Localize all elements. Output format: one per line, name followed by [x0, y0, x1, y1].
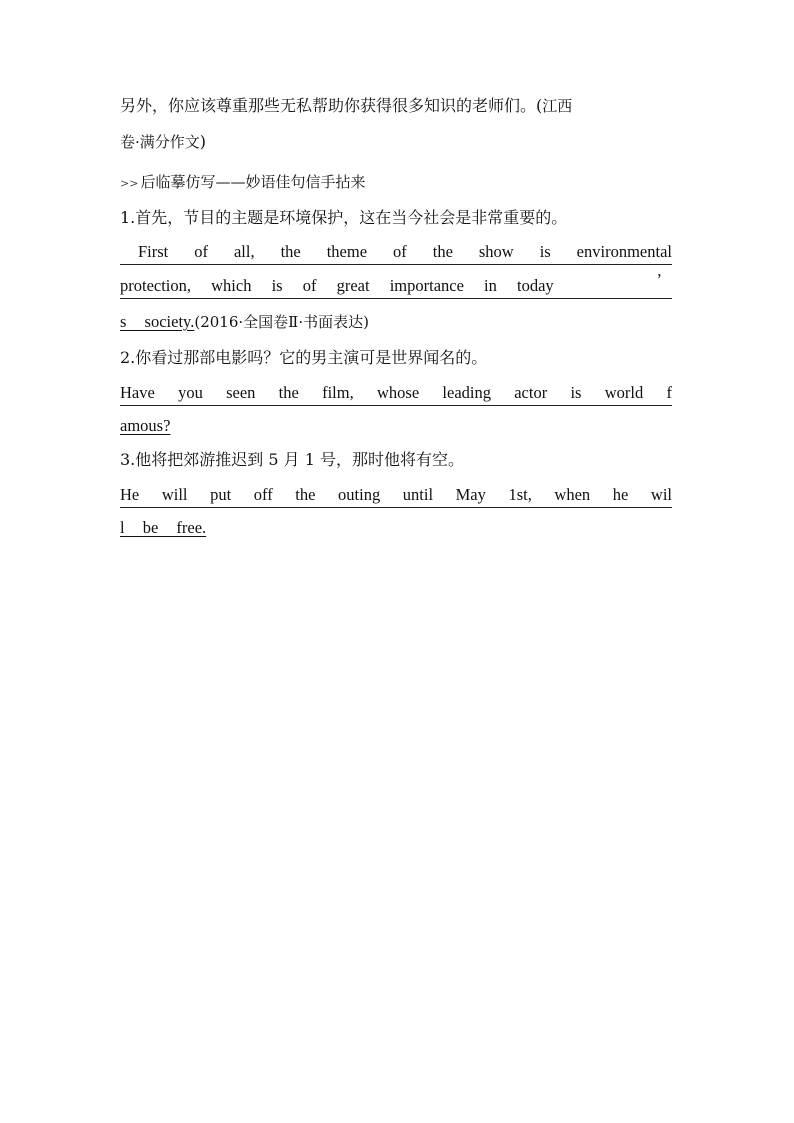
item-1-answer-text-2: protection, which is of great importance in today [120, 276, 554, 295]
intro-source-part1: 江西 [542, 97, 573, 115]
item-2-answer-text-1: Have you seen the film, whose leading actor is world f [120, 383, 672, 402]
section-heading [120, 172, 672, 194]
item-1-apostrophe: ’ [656, 270, 662, 289]
intro-sentence [120, 96, 672, 116]
item-2-answer-text-2: amous? [120, 416, 171, 435]
item-3-answer-text-2: l be free. [120, 518, 207, 537]
item-1-source: (2016·全国卷Ⅱ·书面表达) [194, 313, 369, 331]
item-2-prompt: 2.你看过那部电影吗？它的男主演可是世界闻名的。 [120, 348, 488, 367]
item-1-answer-line-1 [120, 242, 672, 265]
intro-sentence-continued [120, 132, 672, 152]
item-3-answer-line-1 [120, 485, 672, 508]
intro-text: 另外，你应该尊重那些无私帮助你获得很多知识的老师们。( [120, 96, 543, 115]
section-dash: —— [215, 173, 246, 191]
item-1-prompt: 1.首先，节目的主题是环境保护，这在当今社会是非常重要的。 [120, 208, 568, 227]
item-3-answer-text-1: He will put off the outing until May 1st, when he wil [120, 485, 672, 504]
item-3-answer-line-2 [120, 518, 672, 540]
item-2-answer-line-1 [120, 383, 672, 406]
item-1-answer-text-3: s society. [120, 312, 195, 331]
item-2-answer-line-2 [120, 416, 672, 438]
item-1-answer-line-2 [120, 270, 672, 299]
section-subtitle: 妙语佳句信手拈来 [245, 173, 366, 191]
double-arrow-icon: >> [120, 177, 139, 190]
intro-source-part2: 卷·满分作文 [120, 133, 200, 151]
intro-close-paren: ) [199, 132, 207, 151]
item-1-answer-line-3 [120, 312, 672, 334]
section-title: 后临摹仿写 [140, 173, 216, 191]
item-3-prompt: 3.他将把郊游推迟到 5 月 1 号，那时他将有空。 [120, 450, 464, 469]
item-1-answer-text-1: First of all, the theme of the show is environmental [138, 242, 672, 261]
